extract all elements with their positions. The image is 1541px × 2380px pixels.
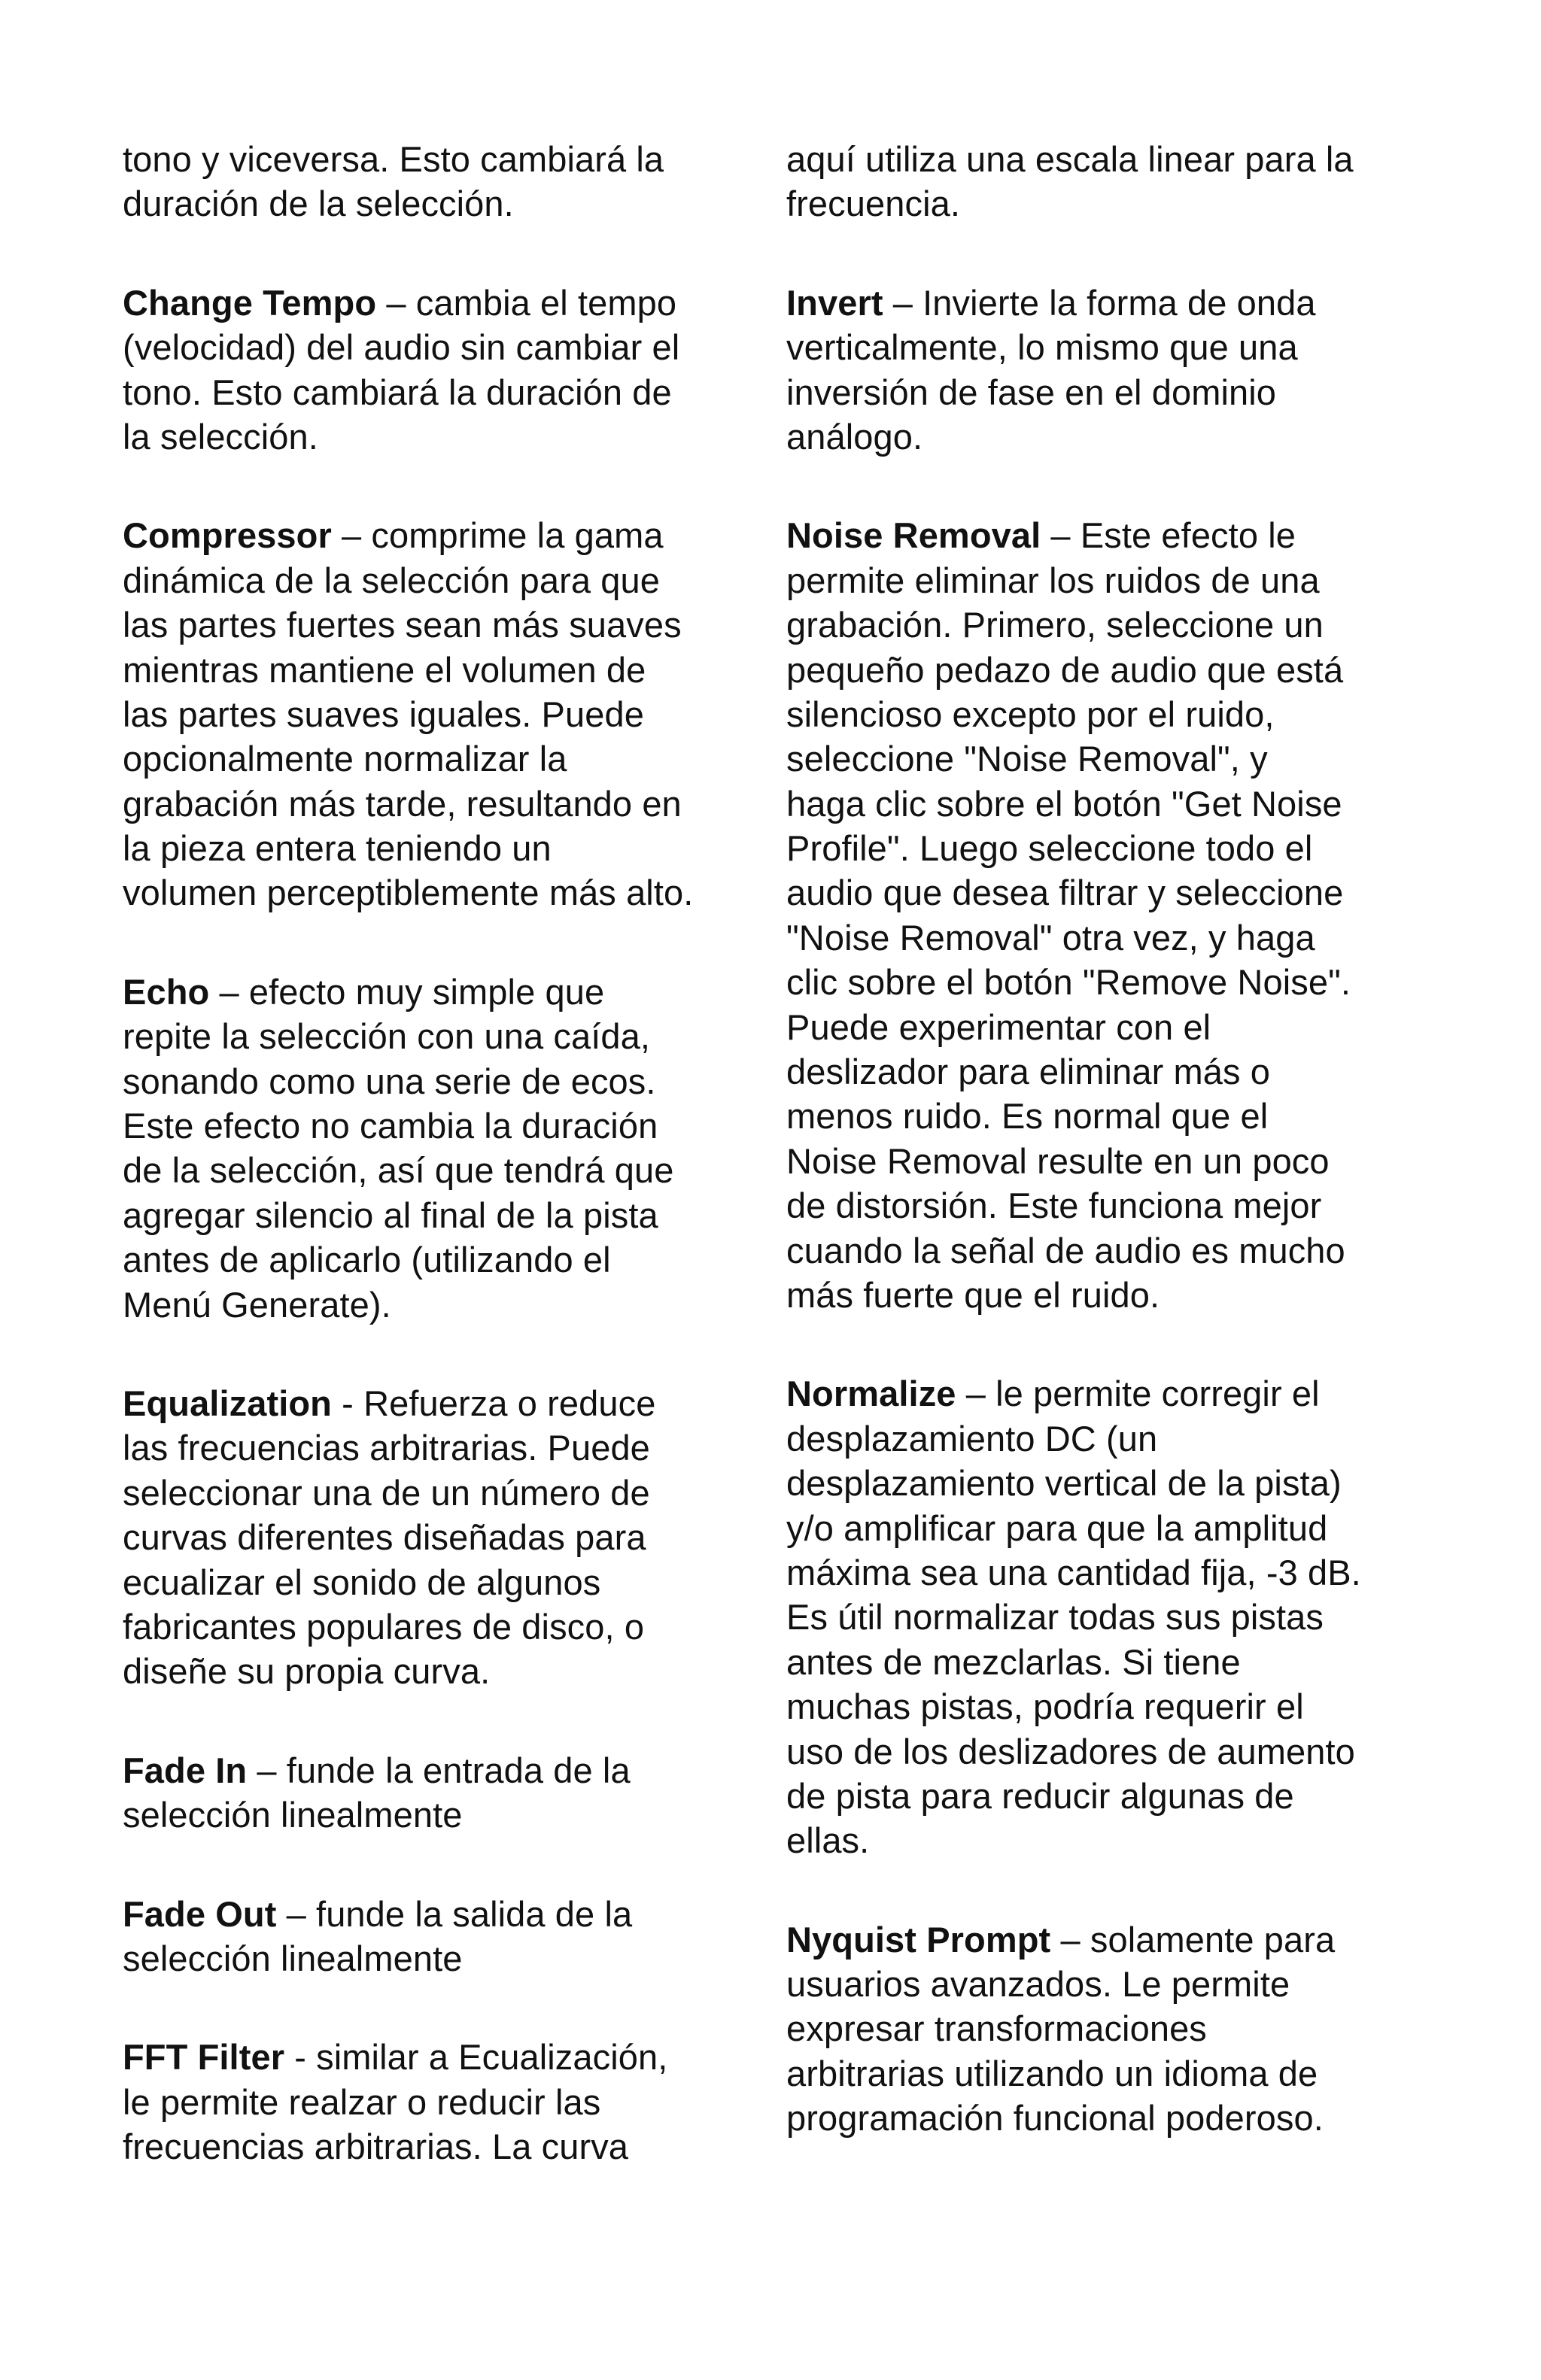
line-text: silencioso excepto por el ruido, — [786, 694, 1275, 734]
text-line — [123, 1425, 785, 1470]
text-line — [786, 1139, 1448, 1183]
term-heading: Invert — [786, 282, 883, 323]
text-line — [786, 181, 1448, 226]
definition-paragraph — [123, 970, 785, 1327]
definition-paragraph — [123, 1892, 785, 1981]
line-text: inversión de fase en el dominio — [786, 372, 1277, 412]
line-text: verticalmente, lo mismo que una — [786, 327, 1298, 368]
text-line — [786, 1684, 1448, 1729]
text-line — [786, 2006, 1448, 2051]
text-line — [123, 1059, 785, 1103]
line-text: – Invierte la forma de onda — [883, 282, 1316, 323]
left-column — [123, 137, 785, 2223]
line-text: uso de los deslizadores de aumento — [786, 1731, 1355, 1771]
text-line — [123, 692, 785, 736]
text-line — [786, 1273, 1448, 1317]
text-line — [123, 414, 785, 459]
text-line — [786, 1818, 1448, 1862]
text-line — [786, 1005, 1448, 1049]
text-line — [123, 325, 785, 369]
text-line — [123, 2035, 785, 2079]
text-line — [123, 281, 785, 325]
line-text: de la selección, así que tendrá que — [123, 1150, 674, 1191]
definition-paragraph — [123, 1381, 785, 1694]
text-line — [123, 870, 785, 915]
line-text: dinámica de la selección para que — [123, 560, 660, 600]
line-text: duración de la selección. — [123, 184, 514, 224]
line-text: le permite realzar o reducir las — [123, 2081, 601, 2122]
term-heading: Normalize — [786, 1374, 956, 1414]
line-text: haga clic sobre el botón "Get Noise — [786, 783, 1342, 824]
text-line — [786, 1049, 1448, 1094]
line-text: usuarios avanzados. Le permite — [786, 1964, 1290, 2005]
line-text: – cambia el tempo — [376, 282, 677, 323]
term-heading: Noise Removal — [786, 515, 1041, 556]
line-text: deslizador para eliminar más o — [786, 1052, 1271, 1092]
line-text: programación funcional poderoso. — [786, 2098, 1324, 2139]
line-text: – funde la salida de la — [276, 1893, 633, 1934]
line-text: Este efecto no cambia la duración — [123, 1106, 658, 1146]
line-text: Noise Removal resulte en un poco — [786, 1140, 1330, 1181]
line-text: tono y viceversa. Esto cambiará la — [123, 139, 664, 179]
line-text: análogo. — [786, 416, 923, 457]
text-line — [123, 137, 785, 181]
line-text: - similar a Ecualización, — [284, 2037, 668, 2078]
line-text: ellas. — [786, 1820, 870, 1861]
line-text: grabación más tarde, resultando en — [123, 783, 682, 824]
term-heading: Fade Out — [123, 1893, 277, 1934]
line-text: volumen perceptiblemente más alto. — [123, 873, 694, 913]
text-line — [123, 826, 785, 870]
line-text: clic sobre el botón "Remove Noise". — [786, 962, 1351, 1003]
text-line — [123, 970, 785, 1014]
text-line — [123, 1515, 785, 1559]
term-heading: Nyquist Prompt — [786, 1919, 1051, 1960]
line-text: curvas diferentes diseñadas para — [123, 1517, 646, 1558]
line-text: antes de aplicarlo (utilizando el — [123, 1240, 611, 1280]
text-line — [123, 1148, 785, 1192]
term-heading: Echo — [123, 971, 210, 1012]
continuation-paragraph — [786, 137, 1448, 226]
term-heading: Compressor — [123, 515, 332, 556]
text-line — [786, 1917, 1448, 1962]
text-line — [123, 1892, 785, 1936]
text-line — [786, 736, 1448, 781]
text-line — [786, 137, 1448, 181]
line-text: más fuerte que el ruido. — [786, 1274, 1160, 1315]
text-line — [786, 692, 1448, 736]
text-line — [786, 513, 1448, 557]
text-line — [123, 1604, 785, 1649]
definition-paragraph — [123, 2035, 785, 2169]
line-text: arbitrarias utilizando un idioma de — [786, 2053, 1318, 2093]
line-text: frecuencia. — [786, 184, 961, 224]
text-line — [786, 1416, 1448, 1461]
text-line — [123, 2080, 785, 2124]
line-text: – Este efecto le — [1041, 515, 1296, 556]
text-line — [123, 1649, 785, 1693]
definition-paragraph — [786, 1371, 1448, 1862]
text-line — [123, 782, 785, 826]
line-text: las partes suaves iguales. Puede — [123, 694, 644, 734]
line-text: de distorsión. Este funciona mejor — [786, 1185, 1322, 1226]
line-text: seleccione "Noise Removal", y — [786, 739, 1268, 779]
text-line — [123, 736, 785, 781]
line-text: y/o amplificar para que la amplitud — [786, 1507, 1328, 1548]
text-line — [123, 1936, 785, 1981]
text-line — [786, 603, 1448, 647]
line-text: tono. Esto cambiará la duración de — [123, 372, 672, 412]
line-text: "Noise Removal" otra vez, y haga — [786, 917, 1315, 958]
text-line — [786, 1228, 1448, 1273]
text-line — [123, 1748, 785, 1793]
text-line — [786, 1729, 1448, 1774]
line-text: pequeño pedazo de audio que está — [786, 649, 1344, 690]
text-line — [786, 1550, 1448, 1595]
line-text: menos ruido. Es normal que el — [786, 1096, 1269, 1137]
line-text: aquí utiliza una escala linear para la — [786, 139, 1354, 179]
text-line — [123, 1381, 785, 1425]
line-text: frecuencias arbitrarias. La curva — [123, 2127, 629, 2167]
text-line — [123, 1103, 785, 1148]
line-text: Puede experimentar con el — [786, 1006, 1211, 1047]
line-text: expresar transformaciones — [786, 2008, 1207, 2049]
text-line — [786, 826, 1448, 870]
line-text: grabación. Primero, seleccione un — [786, 605, 1324, 645]
text-line — [123, 1193, 785, 1237]
text-line — [123, 181, 785, 226]
text-line — [123, 1237, 785, 1282]
text-line — [786, 1595, 1448, 1639]
text-line — [786, 1774, 1448, 1818]
definition-paragraph — [123, 513, 785, 915]
text-line — [786, 2051, 1448, 2096]
text-line — [123, 603, 785, 647]
line-text: – solamente para — [1050, 1919, 1336, 1960]
line-text: la pieza entera teniendo un — [123, 828, 552, 869]
term-heading: Change Tempo — [123, 282, 377, 323]
line-text: - Refuerza o reduce — [332, 1383, 656, 1423]
text-line — [786, 414, 1448, 459]
text-line — [786, 782, 1448, 826]
line-text: ecualizar el sonido de algunos — [123, 1562, 601, 1602]
text-line — [786, 281, 1448, 325]
line-text: Menú Generate). — [123, 1284, 391, 1325]
line-text: las frecuencias arbitrarias. Puede — [123, 1428, 650, 1468]
line-text: las partes fuertes sean más suaves — [123, 605, 682, 645]
definition-paragraph — [786, 1917, 1448, 2141]
text-line — [786, 870, 1448, 915]
line-text: repite la selección con una caída, — [123, 1016, 651, 1057]
text-line — [786, 1640, 1448, 1684]
line-text: selección linealmente — [123, 1938, 463, 1978]
line-text: sonando como una serie de ecos. — [123, 1061, 656, 1101]
line-text: – efecto muy simple que — [209, 971, 605, 1012]
text-line — [123, 558, 785, 603]
term-heading: FFT Filter — [123, 2037, 285, 2078]
text-line — [123, 1471, 785, 1515]
line-text: audio que desea filtrar y seleccione — [786, 873, 1344, 913]
definition-paragraph — [123, 281, 785, 460]
definition-paragraph — [786, 513, 1448, 1317]
line-text: mientras mantiene el volumen de — [123, 649, 646, 690]
line-text: – funde la entrada de la — [247, 1750, 631, 1790]
text-line — [786, 325, 1448, 369]
text-line — [123, 1014, 785, 1058]
line-text: cuando la señal de audio es mucho — [786, 1230, 1345, 1270]
line-text: permite eliminar los ruidos de una — [786, 560, 1320, 600]
text-line — [123, 1283, 785, 1327]
line-text: de pista para reducir algunas de — [786, 1775, 1294, 1816]
line-text: selección linealmente — [123, 1795, 463, 1835]
definition-paragraph — [786, 281, 1448, 460]
text-line — [123, 648, 785, 692]
line-text: Profile". Luego seleccione todo el — [786, 828, 1313, 869]
text-line — [786, 648, 1448, 692]
line-text: desplazamiento DC (un — [786, 1418, 1158, 1459]
line-text: (velocidad) del audio sin cambiar el — [123, 327, 680, 368]
text-line — [786, 2096, 1448, 2140]
line-text: – le permite corregir el — [956, 1374, 1320, 1414]
line-text: – comprime la gama — [331, 515, 664, 556]
right-column — [786, 137, 1448, 2195]
continuation-paragraph — [123, 137, 785, 226]
text-line — [786, 558, 1448, 603]
text-line — [786, 1506, 1448, 1550]
text-line — [786, 1183, 1448, 1228]
text-line — [123, 513, 785, 557]
text-line — [123, 370, 785, 414]
line-text: muchas pistas, podría requerir el — [786, 1686, 1304, 1727]
term-heading: Equalization — [123, 1383, 332, 1423]
line-text: desplazamiento vertical de la pista) — [786, 1463, 1342, 1504]
line-text: máxima sea una cantidad fija, -3 dB. — [786, 1552, 1361, 1592]
line-text: fabricantes populares de disco, o — [123, 1606, 645, 1647]
text-line — [786, 1962, 1448, 2006]
text-line — [786, 1094, 1448, 1138]
text-line — [123, 1560, 785, 1604]
line-text: diseñe su propia curva. — [123, 1651, 491, 1692]
text-line — [786, 370, 1448, 414]
line-text: Es útil normalizar todas sus pistas — [786, 1597, 1324, 1638]
line-text: antes de mezclarlas. Si tiene — [786, 1641, 1241, 1682]
line-text: seleccionar una de un número de — [123, 1472, 650, 1513]
line-text: opcionalmente normalizar la — [123, 739, 567, 779]
text-line — [123, 2124, 785, 2169]
text-line — [786, 915, 1448, 960]
definition-paragraph — [123, 1748, 785, 1838]
text-line — [786, 1371, 1448, 1416]
line-text: la selección. — [123, 416, 318, 457]
text-line — [786, 960, 1448, 1004]
line-text: agregar silencio al final de la pista — [123, 1195, 658, 1235]
text-line — [123, 1793, 785, 1837]
term-heading: Fade In — [123, 1750, 248, 1790]
text-line — [786, 1461, 1448, 1505]
